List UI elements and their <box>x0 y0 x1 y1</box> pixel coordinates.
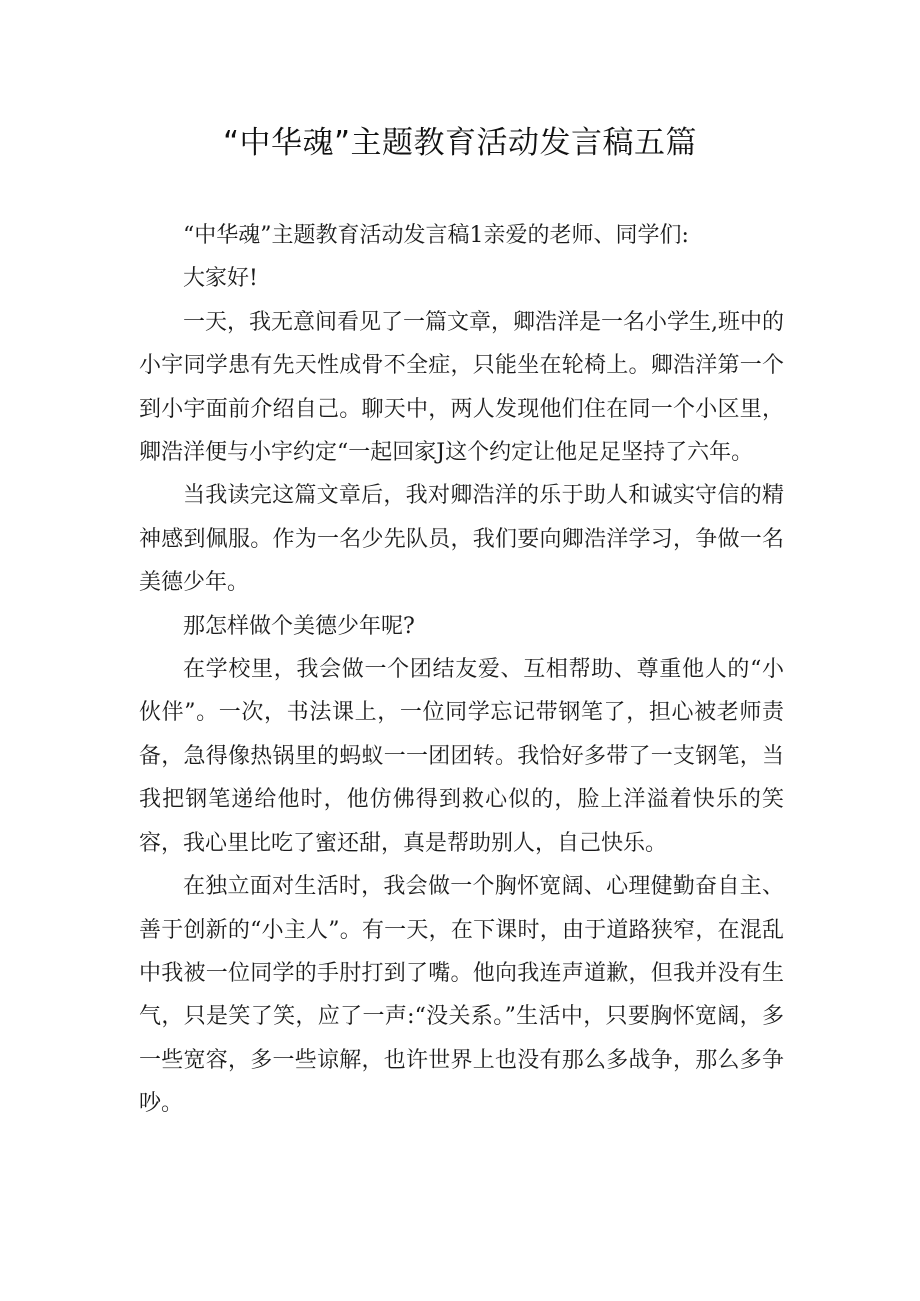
paragraph-reflection: 当我读完这篇文章后，我对卿浩洋的乐于助人和诚实守信的精神感到佩服。作为一名少先队员，我们要向卿浩洋学习，争做一名美德少年。 <box>139 483 784 596</box>
paragraph-school: 在学校里，我会做一个团结友爱、互相帮助、尊重他人的“小伙伴”。一次，书法课上，一位同学忘记带钢笔了，担心被老师责备，急得像热锅里的蚂蚁一一团团转。我恰好多带了一支钢笔，当我把钢笔递给他时，他仿佛得到救心似的，脸上洋溢着快乐的笑容，我心里比吃了蜜还甜，真是帮助别人，自己快乐。 <box>139 657 784 856</box>
paragraph-life: 在独立面对生活时，我会做一个胸怀宽阔、心理健勤奋自主、善于创新的“小主人”。有一天，在下课时，由于道路狭窄，在混乱中我被一位同学的手肘打到了嘴。他向我连声道歉，但我并没有生气，只是笑了笑，应了一声:“没关系。”生活中，只要胸怀宽阔，多一些宽容，多一些谅解，也许世界上也没有那么多战争，那么多争吵。 <box>139 874 784 1117</box>
paragraph-hello: 大家好! <box>183 266 258 292</box>
paragraph-question: 那怎样做个美德少年呢? <box>183 613 415 639</box>
paragraph-story: 一天，我无意间看见了一篇文章，卿浩洋是一名小学生,班中的小宇同学患有先天性成骨不全症，只能坐在轮椅上。卿浩洋第一个到小宇面前介绍自己。聊天中，两人发现他们住在同一个小区里，卿浩洋便与小宇约定“一起回家J这个约定让他足足坚持了六年。 <box>139 309 784 466</box>
document-body <box>139 214 784 1126</box>
paragraph-greeting-heading: “中华魂”主题教育活动发言稿1亲爱的老师、同学们: <box>183 223 689 248</box>
document-title: “中华魂”主题教育活动发言稿五篇 <box>222 125 698 161</box>
